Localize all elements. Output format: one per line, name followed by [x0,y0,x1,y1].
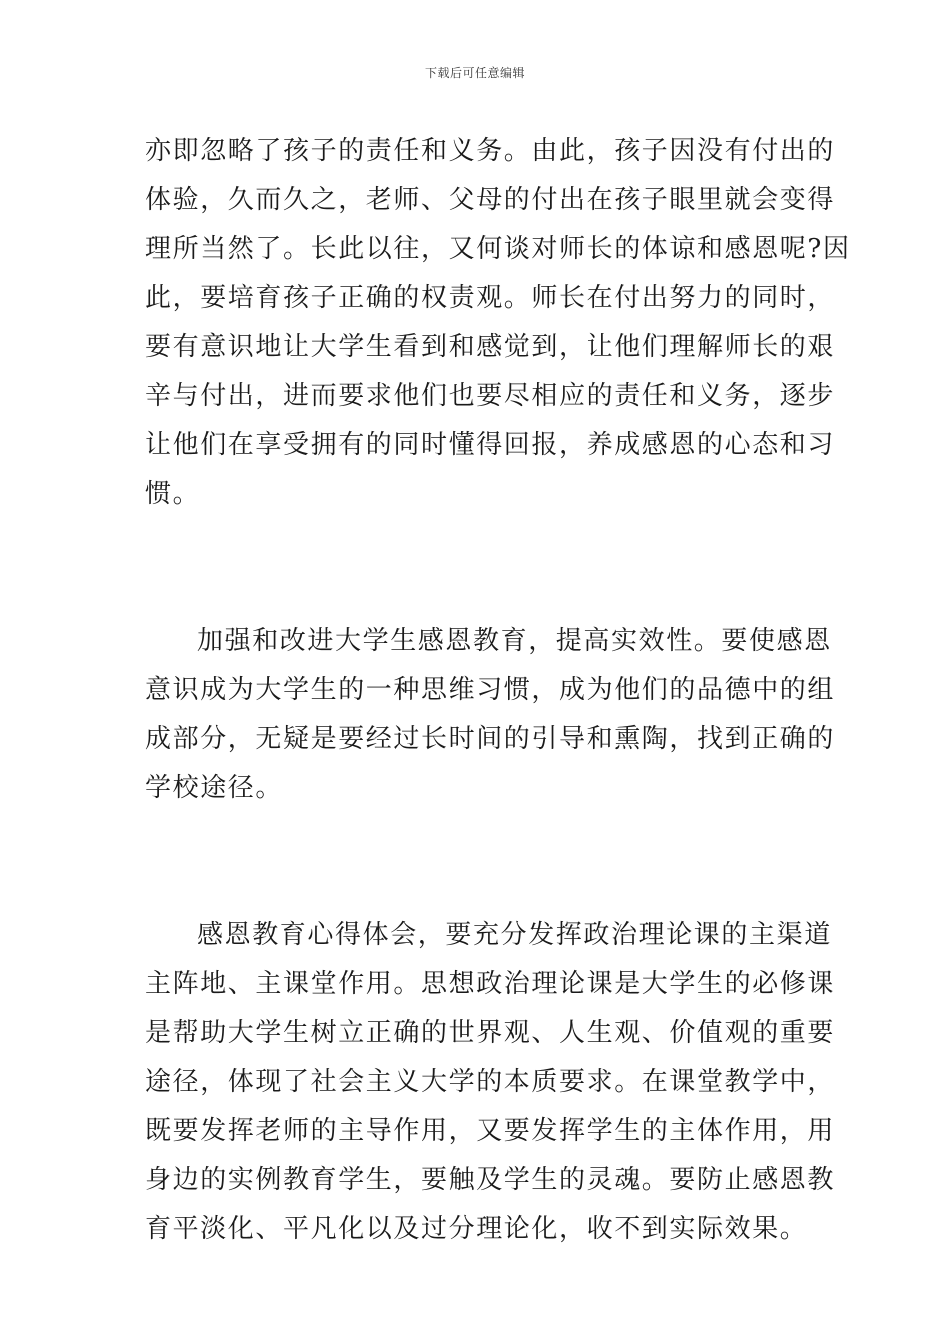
paragraph-line: 惯。 [145,479,201,509]
paragraph-line: 加强和改进大学生感恩教育，提高实效性。要使感恩 [197,626,832,656]
paragraph-1 [145,127,851,519]
paragraph-line: 此，要培育孩子正确的权责观。师长在付出努力的同时， [145,283,836,313]
paragraph-spacer [145,519,810,617]
paragraph-line: 既要发挥老师的主导作用，又要发挥学生的主体作用，用 [145,1116,836,1146]
document-body [145,127,851,1254]
paragraph-spacer [145,813,810,911]
paragraph-3 [145,911,836,1254]
paragraph-line: 途径，体现了社会主义大学的本质要求。在课堂教学中， [145,1067,836,1097]
paragraph-line: 理所当然了。长此以往，又何谈对师长的体谅和感恩呢?因 [145,234,851,264]
paragraph-line: 主阵地、主课堂作用。思想政治理论课是大学生的必修课 [145,969,836,999]
paragraph-line: 辛与付出，进而要求他们也要尽相应的责任和义务，逐步 [145,381,836,411]
paragraph-line: 成部分，无疑是要经过长时间的引导和熏陶，找到正确的 [145,724,836,754]
paragraph-line: 是帮助大学生树立正确的世界观、人生观、价值观的重要 [145,1018,836,1048]
paragraph-line: 学校途径。 [145,773,284,803]
header-note: 下载后可任意编辑 [424,66,525,80]
paragraph-line: 身边的实例教育学生，要触及学生的灵魂。要防止感恩教 [145,1165,836,1195]
paragraph-line: 意识成为大学生的一种思维习惯，成为他们的品德中的组 [145,675,836,705]
paragraph-line: 体验，久而久之，老师、父母的付出在孩子眼里就会变得 [145,185,836,215]
paragraph-line: 感恩教育心得体会，要充分发挥政治理论课的主渠道 [197,920,832,950]
paragraph-line: 让他们在享受拥有的同时懂得回报，养成感恩的心态和习 [145,430,836,460]
paragraph-line: 亦即忽略了孩子的责任和义务。由此，孩子因没有付出的 [145,136,836,166]
paragraph-line: 要有意识地让大学生看到和感觉到，让他们理解师长的艰 [145,332,836,362]
paragraph-line: 育平淡化、平凡化以及过分理论化，收不到实际效果。 [145,1214,808,1244]
paragraph-2 [145,617,836,813]
